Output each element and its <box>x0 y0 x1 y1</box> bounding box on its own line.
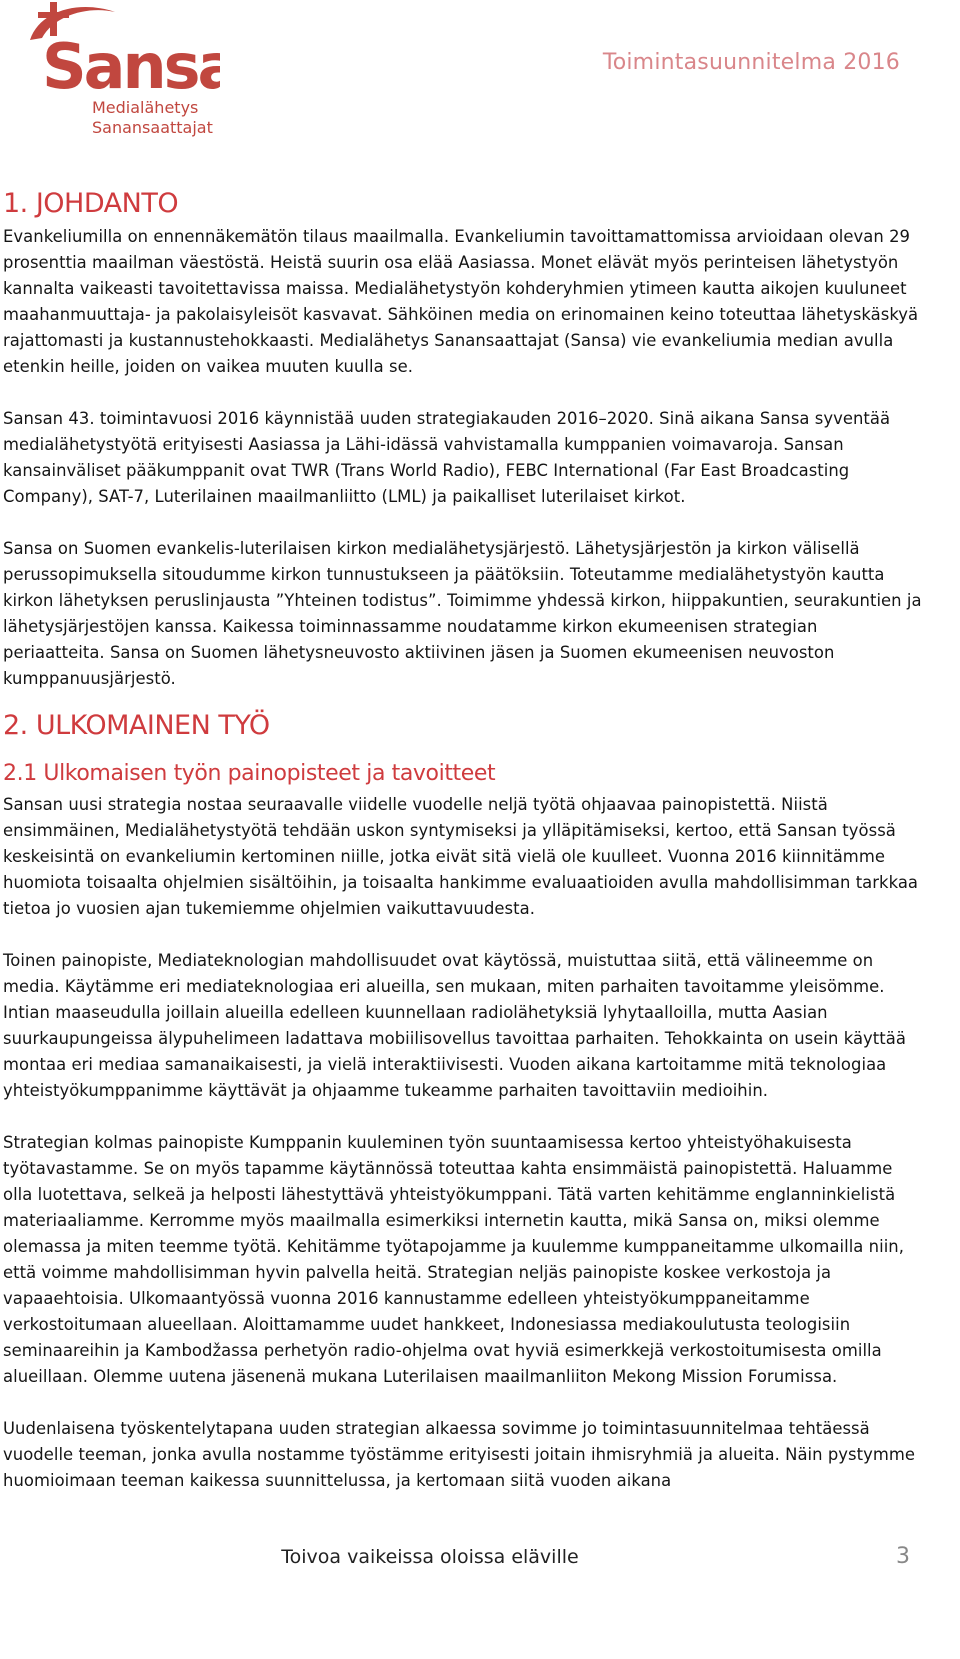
logo-line-1: Medialähetys <box>92 98 199 117</box>
paragraph: Uudenlaisena työskentelytapana uuden strategian alkaessa sovimme jo toimintasuunnitelmaa tehtäessä vuodelle teeman, jonka avulla nostamme työstämme erityisesti joitain ihmisryhmiä ja alueita. Näin pystymme huomioimaan teeman kaikessa suunnittelussa, ja kertomaan siitä vuoden aikana <box>3 1419 916 1490</box>
paragraph: Sansan 43. toimintavuosi 2016 käynnistää uuden strategiakauden 2016–2020. Sinä aikana Sansa syventää medialähetystyötä erityisesti Aasiassa ja Lähi-idässä vahvistamalla kumppanien voimavaroja. Sansan kansainväliset pääkumppanit ovat TWR (Trans World Radio), FEBC International (Far East Broadcasting Company), SAT-7, Luterilainen maailmanliitto (LML) ja paikalliset luterilaiset kirkot. <box>3 409 891 506</box>
paragraph: Sansan uusi strategia nostaa seuraavalle viidelle vuodelle neljä työtä ohjaavaa painopistettä. Niistä ensimmäinen, Medialähetystyötä tehdään uskon syntymiseksi ja ylläpitämiseksi, kertoo, että Sansan työssä keskeisintä on evankeliumin kertominen niille, jotka eivät sitä vielä ole kuulleet. Vuonna 2016 kiinnitämme huomiota toisaalta ohjelmien sisältöihin, ja toisaalta hankimme evaluaatioiden avulla mahdollisimman tarkkaa tietoa jo vuosien ajan tukemiemme ohjelmien vaikuttavuudesta. <box>3 795 919 918</box>
sansa-logo-mark <box>20 0 220 100</box>
document-title: Toimintasuunnitelma 2016 <box>602 50 900 75</box>
sansa-logo <box>20 0 220 150</box>
paragraph: Sansa on Suomen evankelis-luterilaisen kirkon medialähetysjärjestö. Lähetysjärjestön ja kirkon välisellä perussopimuksella sitoudumme kirkon tunnustukseen ja päätöksiin. Toteutamme medialähetystyön kautta kirkon lähetyksen peruslinjausta ”Yhteinen todistus”. Toimimme yhdessä kirkon, hiippakuntien, seurakuntien ja lähetysjärjestöjen kanssa. Kaikessa toiminnassamme noudatamme kirkon ekumeenisen strategian periaatteita. Sansa on Suomen lähetysneuvosto aktiivinen jäsen ja Suomen ekumeenisen neuvoston kumppanuusjärjestö. <box>3 539 922 688</box>
page-number: 3 <box>896 1544 910 1569</box>
paragraph: Evankeliumilla on ennennäkemätön tilaus maailmalla. Evankeliumin tavoittamattomissa arvioidaan olevan 29 prosenttia maailman väestöstä. Heistä suurin osa elää Aasiassa. Monet elävät myös perinteisen lähetystyön kannalta vaikeasti tavoitettavissa maissa. Medialähetystyön kohderyhmien ytimeen kautta aikojen kuuluneet maahanmuuttaja- ja pakolaisyleisöt kasvavat. Sähköinen media on erinomainen keino toteuttaa lähetyskäskyä rajattomasti ja kustannustehokkaasti. Medialähetys Sanansaattajat (Sansa) vie evankeliumia median avulla etenkin heille, joiden on vaikea muuten kuulla se. <box>3 227 919 376</box>
paragraph: Toinen painopiste, Mediateknologian mahdollisuudet ovat käytössä, muistuttaa siitä, että välineemme on media. Käytämme eri mediateknologiaa eri alueilla, sen mukaan, miten parhaiten tavoitamme yleisömme. Intian maaseudulla joillain alueilla edelleen kuunnellaan radiolähetyksiä lyhytaalloilla, mutta Aasian suurkaupungeissa älypuhelimeen ladattava mobiilisovellus tavoittaa parhaiten. Tehokkainta on usein käyttää montaa eri mediaa samanaikaisesti, ja vielä interaktiivisesti. Vuoden aikana kartoitamme mitä teknologiaa yhteistyökumppanimme käyttävät ja ohjaamme tukeamme parhaiten tavoittaviin medioihin. <box>3 951 906 1100</box>
paragraph: Strategian kolmas painopiste Kumppanin kuuleminen työn suuntaamisessa kertoo yhteistyöhakuisesta työtavastamme. Se on myös tapamme käytännössä toteuttaa kahta ensimmäistä painopistettä. Haluamme olla luotettava, selkeä ja helposti lähestyttävä yhteistyökumppani. Tätä varten kehitämme englanninkielistä materiaaliamme. Kerromme myös maailmalla esimerkiksi internetin kautta, mikä Sansa on, miksi olemme olemassa ja miten teemme työtä. Kehitämme työtapojamme ja kuulemme kumppaneitamme ulkomailla niin, että voimme mahdollisimman hyvin palvella heitä. Strategian neljäs painopiste koskee verkostoja ja vapaaehtoisia. Ulkomaantyössä vuonna 2016 kannustamme edelleen yhteistyökumppaneitamme verkostoitumaan alueellaan. Aloittamamme uudet hankkeet, Indonesiassa mediakoulutusta teologisiin seminaareihin ja Kambodžassa perhetyön radio-ohjelma ovat hyviä esimerkkejä verkostoitumisesta omilla alueillaan. Olemme uutena jäsenenä mukana Luterilaisen maailmanliiton Mekong Mission Forumissa. <box>3 1133 905 1386</box>
footer-slogan: Toivoa vaikeissa oloissa eläville <box>281 1546 579 1568</box>
heading-johdanto: 1. JOHDANTO <box>3 188 179 219</box>
heading-ulkomainen-tyo: 2. ULKOMAINEN TYÖ <box>3 710 270 741</box>
page-content <box>3 184 923 1494</box>
logo-line-2: Sanansaattajat <box>92 118 213 137</box>
svg-text:Sansa: Sansa <box>42 30 220 100</box>
subheading-painopisteet: 2.1 Ulkomaisen työn painopisteet ja tavoitteet <box>3 761 496 786</box>
